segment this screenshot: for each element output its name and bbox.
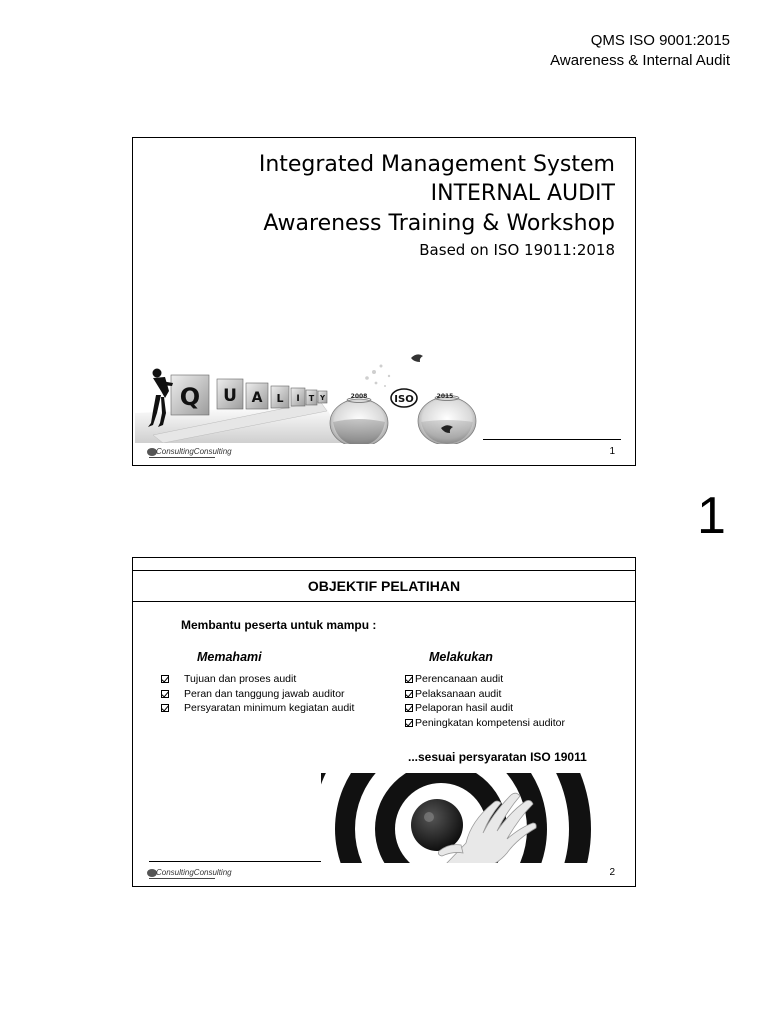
list-item: Perencanaan audit xyxy=(405,672,565,687)
year-left: 2008 xyxy=(350,393,368,400)
checkbox-checked-icon xyxy=(405,719,413,727)
checkbox-checked-icon xyxy=(161,690,169,698)
slide-1 xyxy=(132,137,636,466)
slide-2-top-rule xyxy=(133,570,635,571)
page-number: 1 xyxy=(697,487,726,545)
left-column-heading: Memahami xyxy=(197,650,262,664)
title-line-1: Integrated Management System xyxy=(258,152,615,177)
year-right: 2015 xyxy=(436,393,454,400)
title-line-3: Awareness Training & Workshop xyxy=(263,211,615,236)
checkbox-checked-icon xyxy=(161,675,169,683)
list-item: Pelaporan hasil audit xyxy=(405,701,565,716)
consulting-logo xyxy=(147,446,232,458)
slide-2-title-rule xyxy=(133,601,635,602)
letter-u: U xyxy=(223,386,237,406)
checkbox-checked-icon xyxy=(405,690,413,698)
list-item: Pelaksanaan audit xyxy=(405,687,565,702)
header-line-1: QMS ISO 9001:2015 xyxy=(590,32,730,49)
letter-l: L xyxy=(276,392,284,405)
list-item: Peningkatan kompetensi auditor xyxy=(405,716,565,731)
right-list xyxy=(405,672,565,730)
logo-text: ConsultingConsulting xyxy=(156,447,232,456)
slide-2-number: 2 xyxy=(609,867,615,878)
slide-1-titles xyxy=(259,151,615,261)
page-header xyxy=(550,31,730,71)
slide-2-footer-note: ...sesuai persyaratan ISO 19011 xyxy=(408,750,587,764)
jumping-fish xyxy=(411,354,423,362)
iso-badge-text: ISO xyxy=(394,394,414,405)
target-hand-image xyxy=(321,773,635,863)
header-line-2: Awareness & Internal Audit xyxy=(550,52,730,69)
slide-2 xyxy=(132,557,636,887)
right-column-heading: Melakukan xyxy=(429,650,493,664)
slide-1-divider xyxy=(483,439,621,440)
logo-text: ConsultingConsulting xyxy=(156,868,232,877)
title-line-2: INTERNAL AUDIT xyxy=(430,181,615,206)
letter-y: Y xyxy=(319,394,326,402)
list-item: Peran dan tanggung jawab auditor xyxy=(161,687,354,702)
list-item: Tujuan dan proses audit xyxy=(161,672,354,687)
letter-t: T xyxy=(308,394,315,403)
slide-1-number: 1 xyxy=(609,446,615,457)
title-line-4: Based on ISO 19011:2018 xyxy=(419,241,615,259)
letter-a: A xyxy=(251,390,263,406)
left-list xyxy=(161,672,354,716)
slide-2-title: OBJEKTIF PELATIHAN xyxy=(307,578,461,594)
checkbox-checked-icon xyxy=(161,704,169,712)
checkbox-checked-icon xyxy=(405,675,413,683)
letter-i: I xyxy=(296,394,300,404)
slide-2-intro: Membantu peserta untuk mampu : xyxy=(181,618,377,632)
list-item: Persyaratan minimum kegiatan audit xyxy=(161,701,354,716)
slide-2-divider xyxy=(149,861,321,862)
consulting-logo xyxy=(147,867,232,879)
letter-q: Q xyxy=(179,383,201,411)
checkbox-checked-icon xyxy=(405,704,413,712)
iso-fishbowl-image xyxy=(329,348,479,444)
